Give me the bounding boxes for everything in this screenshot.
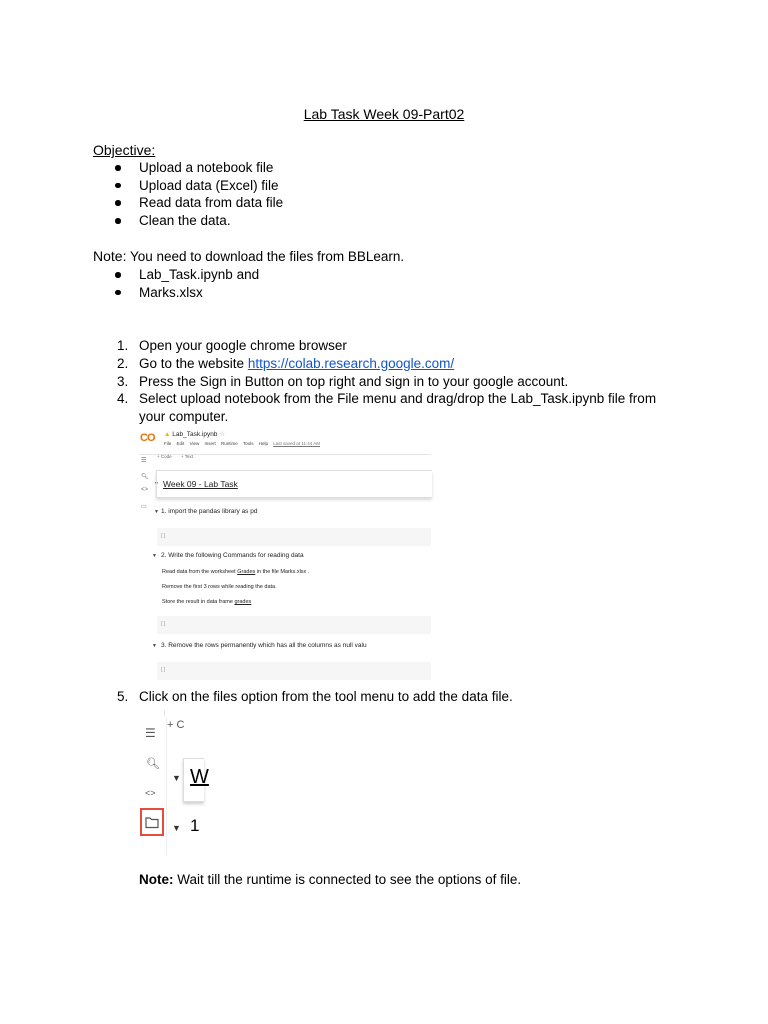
search-icon: 🔍︎ [141,474,149,480]
objective-list [139,159,283,230]
bullet-icon [115,200,121,206]
star-icon: ☆ [219,431,226,438]
menu-runtime: Runtime [221,441,238,446]
collapse-icon: ▼ [154,509,159,515]
menu-file: File [164,441,172,446]
list-item: Marks.xlsx [139,284,259,302]
steps-list [117,337,679,426]
code-cell: [ ] [157,528,431,546]
note-paragraph [93,248,404,264]
collapse-icon: ▼ [154,481,159,487]
cell-heading-2: 2. Write the following Commands for reading data [161,552,304,559]
cell-heading-3: 3. Remove the rows permanently which has all the columns as null valu [161,642,367,649]
menu-insert: Insert [204,441,216,446]
collapse-icon: ▼ [152,643,157,649]
drive-icon: ▲ [164,431,171,438]
colab-link[interactable]: https://colab.research.google.com/ [247,355,455,371]
menu-bar [164,441,324,446]
note-label: Note: [93,248,127,264]
steps-list-continued [117,688,679,706]
list-item: Upload a notebook file [139,159,283,177]
bullet-icon [115,183,121,189]
bullet-icon [115,165,121,171]
step-item: 4. Select upload notebook from the File menu and drag/drop the Lab_Task.ipynb file from your computer. [117,391,657,425]
step-item: 5. Click on the files option from the tool menu to add the data file. [117,689,513,704]
cell-line-2: Remove the first 3 rows while reading the data. [162,584,277,590]
cell-line-3: Store the result in data frame grades [162,599,252,605]
cell-number-fragment: 1 [190,816,200,835]
step-item: 2. Go to the website https://colab.research.google.com/ [117,355,455,371]
bullet-icon [115,272,121,278]
note-label: Note: [139,872,174,887]
add-code-fragment: + C [167,719,185,731]
last-saved-text: Last saved at 11:44 AM [273,441,320,446]
menu-help: Help [258,441,269,446]
bullet-icon [115,218,121,224]
menu-tools: Tools [242,441,254,446]
add-text-label: + Text [180,454,193,459]
side-rail [139,457,153,671]
files-highlight-box[interactable] [140,808,164,836]
toc-icon: ☰ [141,458,147,464]
notebook-name: ▲ Lab_Task.ipynb ☆ [164,431,226,438]
code-cell: [ ] [157,616,431,634]
code-icon: <> [145,788,156,798]
code-icon: <> [141,487,149,493]
folder-icon [142,810,162,834]
objective-heading: Objective: [93,142,156,158]
download-files-list [139,266,259,301]
cell-line-1: Read data from the worksheet Grades in the file Marks.xlsx . [162,569,310,575]
code-text-bar [157,454,201,459]
list-item: Read data from data file [139,194,283,212]
search-icon: 🔍︎ [146,758,160,770]
colab-notebook-screenshot [139,427,431,671]
toc-icon: ☰ [145,726,156,740]
menu-edit: Edit [176,441,185,446]
step-item: 3. Press the Sign in Button on top right and sign in to your google account. [117,373,569,389]
cell-heading-1: 1. import the pandas library as pd [161,508,258,515]
title-cell: Week 09 - Lab Task [156,470,432,498]
colab-logo: CO [140,432,155,444]
add-code-label: + Code [157,454,172,459]
list-item: Lab_Task.ipynb and [139,266,259,284]
runtime-note [139,872,521,887]
collapse-icon: ▼ [152,553,157,559]
files-option-screenshot [139,710,209,856]
document-title: Lab Task Week 09-Part02 [303,106,465,122]
list-item: Clean the data. [139,212,283,230]
note-text: You need to download the files from BBLearn. [126,249,405,264]
menu-view: View [189,441,200,446]
collapse-icon: ▼ [172,773,181,783]
code-cell: [ ] [157,662,431,680]
bullet-icon [115,290,121,296]
collapse-icon: ▼ [172,823,181,833]
note-text: Wait till the runtime is connected to see the options of file. [173,872,522,887]
title-cell-fragment: W [183,758,204,802]
colab-toolbar [139,427,431,455]
step-item: 1. Open your google chrome browser [117,338,347,353]
folder-icon: ▭ [141,504,147,510]
list-item: Upload data (Excel) file [139,177,283,195]
